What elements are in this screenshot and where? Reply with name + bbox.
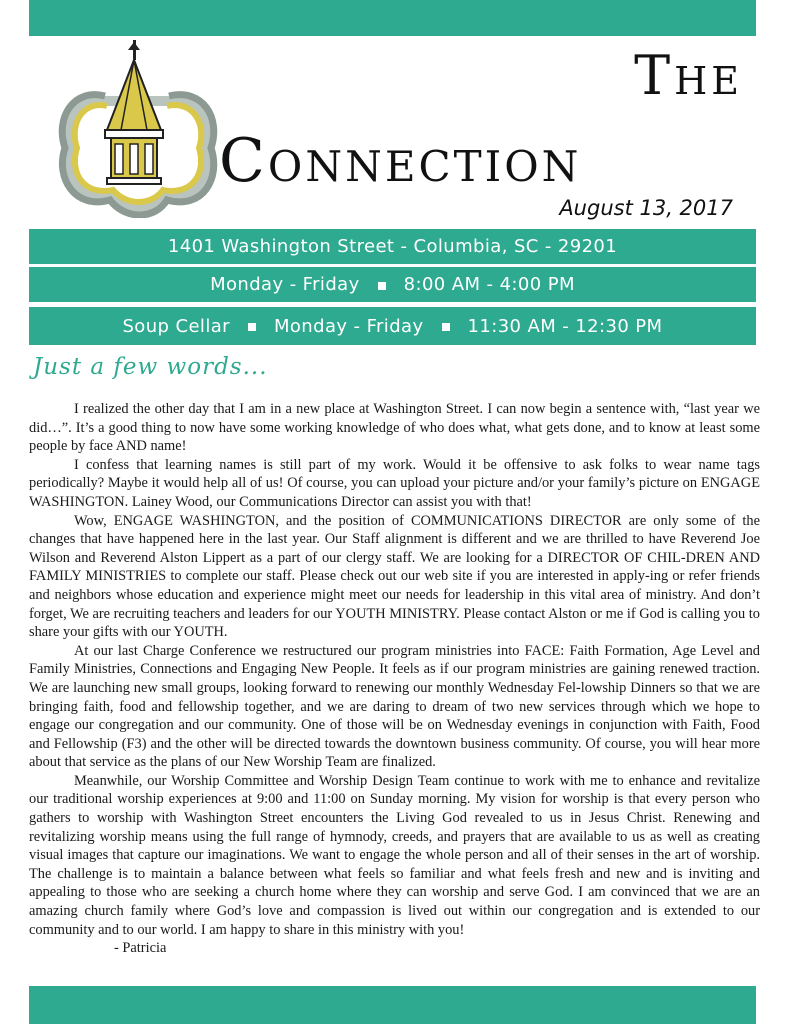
square-bullet-icon	[378, 282, 386, 290]
article-paragraph: I realized the other day that I am in a new place at Washington Street. I can now begin a sentence with, “last year we did…”. It’s a good thing to now have some working knowledge of who does what, what gets done, and to know at least some people by face AND name!	[29, 401, 760, 455]
office-days: Monday - Friday	[210, 274, 360, 295]
article-paragraph: Wow, ENGAGE WASHINGTON, and the position of COMMUNICATIONS DIRECTOR are only some of the changes that have happened here in the last year. Our Staff alignment is different and we are thrilled to have Reverend Joe Wilson and Reverend Alston Lippert as a part of our clergy staff. We are looking for a DIRECTOR OF CHIL-DREN AND FAMILY MINISTRIES to complete our staff. Please check out our web site if you are interested in apply-ing or refer friends and neighbors whose education and experience might meet our needs for leadership in this vital area of ministry. And don’t forget, We are recruiting teachers and leaders for our YOUTH MINISTRY. Please contact Alston or me if God is calling you to share your gifts with our YOUTH.	[29, 512, 760, 641]
soup-cellar-hours: 11:30 AM - 12:30 PM	[467, 315, 663, 337]
article-body	[29, 400, 760, 958]
article-heading: Just a few words...	[33, 354, 268, 380]
masthead-title-line2: Connection	[219, 126, 582, 196]
office-hours-bar	[29, 267, 756, 302]
steeple-logo	[55, 38, 220, 218]
article-paragraph: I confess that learning names is still part of my work. Would it be offensive to ask folks to wear name tags periodically? Maybe it would help all of us! Of course, you can upload your picture and/or your family’s picture on ENGAGE WASHINGTON. Lainey Wood, our Communications Director can assist you with that!	[29, 456, 760, 510]
soup-cellar-name: Soup Cellar	[122, 315, 230, 337]
masthead-title-line1: The	[634, 44, 743, 107]
soup-cellar-bar	[29, 307, 756, 345]
church-address: 1401 Washington Street - Columbia, SC - 29201	[167, 236, 618, 257]
article-paragraph: At our last Charge Conference we restructured our program ministries into FACE: Faith Formation, Age Level and Family Ministries, Connections and Engaging New People. It feels as if our program ministries are gaining renewed traction. We are launching new small groups, looking forward to renewing our monthly Wednesday Fel-lowship Dinners so that we are bringing faith, food and fellowship together, and we are daring to dream of two new services through which we hope to engage our congregation and our community. One of those will be on Wednesday evenings in conjunction with Faith, Food and Fellowship (F3) and the other will be directed towards the downtown business community. Of course, you will hear more about that service as the plans of our New Worship Team are finalized.	[29, 642, 760, 771]
square-bullet-icon	[442, 323, 450, 331]
issue-date: August 13, 2017	[559, 196, 733, 220]
bottom-accent-bar	[29, 986, 756, 1024]
soup-cellar-days: Monday - Friday	[273, 315, 424, 337]
square-bullet-icon	[248, 323, 256, 331]
article-paragraph: Meanwhile, our Worship Committee and Worship Design Team continue to work with me to enhance and revitalize our traditional worship experiences at 9:00 and 11:00 on Sunday morning. My vision for worship is that every person who gathers to worship with Washington Street encounters the Living God revealed to us in Jesus Christ. Renewing and revitalizing worship means using the full range of hymnody, creeds, and prayers that are available to us as well as creating visual images that capture our imaginations. We want to engage the whole person and all of their senses in the art of worship. The challenge is to maintain a balance between what feels so familiar and what feels fresh and new and is inviting and appealing to those who are seeking a church home where they can worship and serve God. I am convinced that we are an amazing church family where God’s love and compassion is lived out within our congregation and is extended to our community and to our world. I am happy to share in this ministry with you!	[29, 772, 760, 938]
article-signature: - Patricia	[114, 940, 167, 957]
address-bar	[29, 229, 756, 264]
top-accent-bar	[29, 0, 756, 36]
office-hours: 8:00 AM - 4:00 PM	[403, 274, 575, 295]
